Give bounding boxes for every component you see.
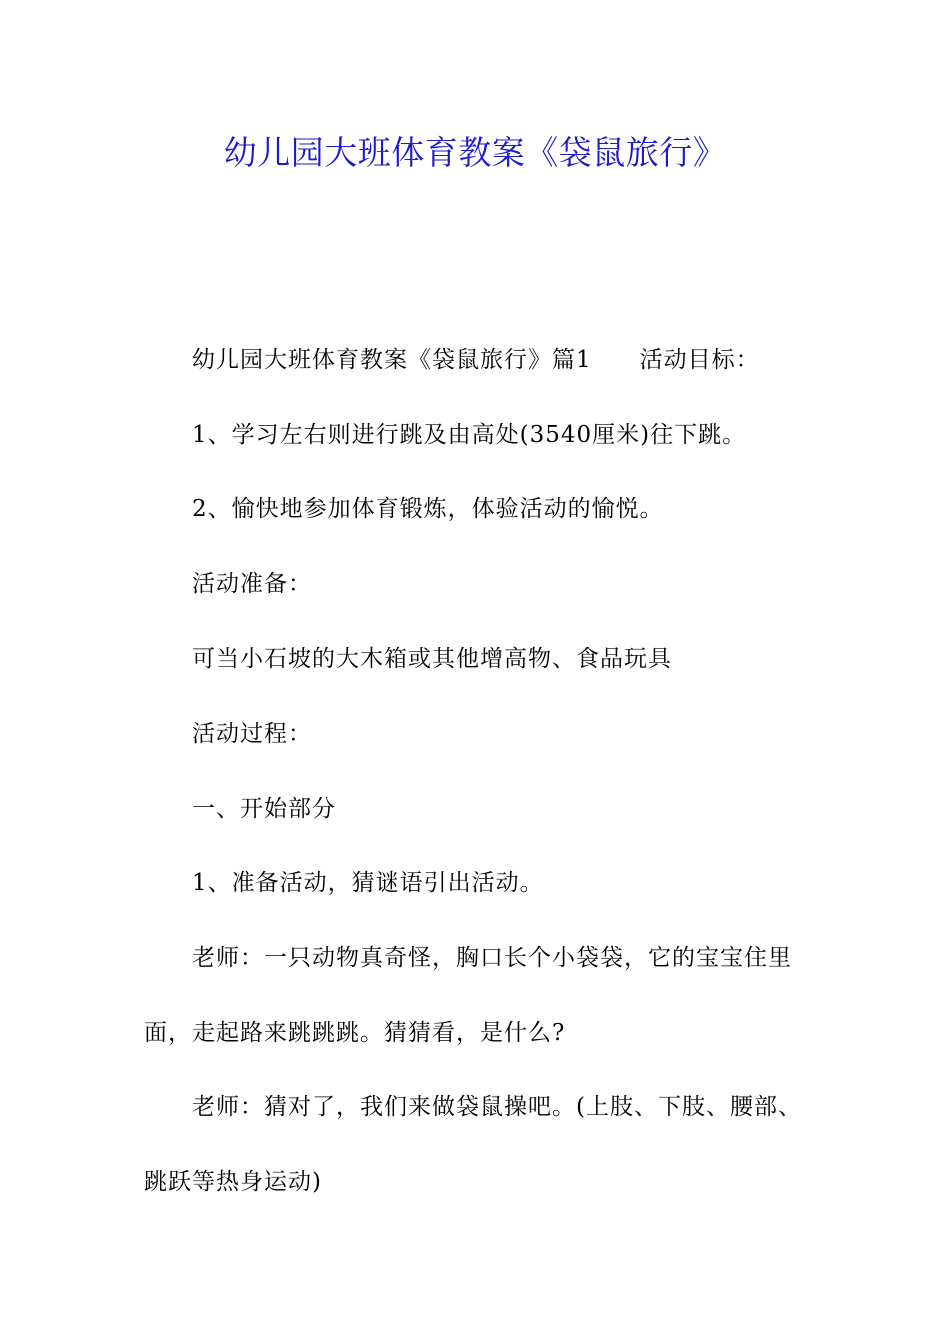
header-line-part2: 活动目标：	[639, 347, 760, 373]
document-title: 幼儿园大班体育教案《袋鼠旅行》	[223, 133, 727, 172]
paragraph-riddle-line-2: 面，走起路来跳跳跳。猜猜看，是什么?	[144, 1020, 566, 1046]
paragraph-prep-materials: 可当小石坡的大木箱或其他增高物、食品玩具	[192, 646, 672, 672]
paragraph-prep-heading: 活动准备：	[192, 571, 312, 597]
paragraph-warmup: 1、准备活动，猜谜语引出活动。	[192, 870, 544, 896]
paragraph-section-start: 一、开始部分	[192, 796, 336, 822]
paragraph-goal-2: 2、愉快地参加体育锻炼，体验活动的愉悦。	[192, 496, 664, 522]
paragraph-goal-1: 1、学习左右则进行跳及由高处(3540厘米)往下跳。	[192, 422, 747, 448]
header-line	[192, 342, 760, 378]
header-line-part1: 幼儿园大班体育教案《袋鼠旅行》篇1	[192, 347, 592, 373]
paragraph-riddle-line-1: 老师：一只动物真奇怪，胸口长个小袋袋，它的宝宝住里	[192, 945, 792, 971]
paragraph-process-heading: 活动过程：	[192, 721, 312, 747]
paragraph-exercise-line-2: 跳跃等热身运动)	[144, 1169, 322, 1195]
paragraph-exercise-line-1: 老师：猜对了，我们来做袋鼠操吧。(上肢、下肢、腰部、	[192, 1094, 802, 1120]
